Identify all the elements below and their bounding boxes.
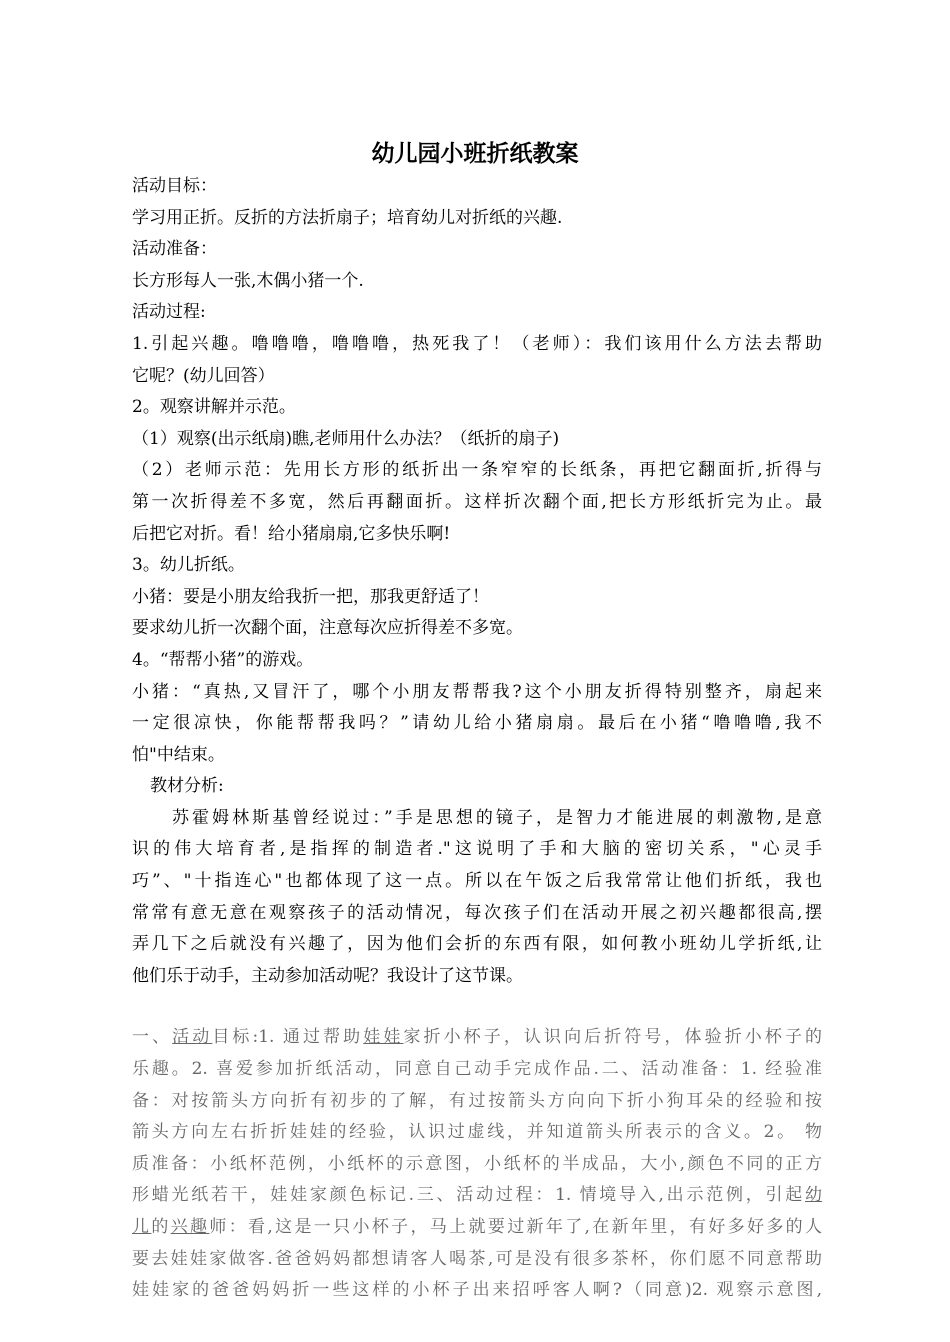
text-fragment: 一、 bbox=[132, 1027, 173, 1048]
link-activity[interactable]: 活动 bbox=[172, 1027, 213, 1048]
text-line: 怕"中结束。 bbox=[132, 744, 225, 765]
text-line: 质准备：小纸杯范例，小纸杯的示意图，小纸杯的半成品，大小,颜色不同的正方 bbox=[132, 1153, 822, 1174]
text-fragment: 形蜡光纸若干，娃娃家颜色标记.三、活动过程：1. 情境导入,出示范例，引起 bbox=[132, 1185, 805, 1206]
paragraph-goal: 学习用正折。反折的方法折扇子；培育幼儿对折纸的兴趣. bbox=[132, 207, 563, 228]
text-line: 要求幼儿折一次翻个面，注意每次应折得差不多宽。 bbox=[132, 618, 523, 639]
text-line: 巧”、"十指连心"也都体现了这一点。所以在午饭之后我常常让他们折纸，我也 bbox=[132, 871, 822, 892]
text-line bbox=[132, 1212, 822, 1244]
document-body bbox=[132, 171, 822, 1307]
text-line: 3。幼儿折纸。 bbox=[132, 555, 245, 576]
text-line: 常常有意无意在观察孩子的活动情况，每次孩子们在活动开展之初兴趣都很高,摆 bbox=[132, 902, 822, 923]
heading-process: 活动过程: bbox=[132, 302, 206, 323]
paragraph-gap bbox=[132, 992, 822, 1022]
text-line: 它呢？(幼儿回答） bbox=[132, 365, 275, 386]
text-line: 后把它对折。看！给小猪扇扇,它多快乐啊! bbox=[132, 523, 451, 544]
text-line: 4。“帮帮小猪”的游戏。 bbox=[132, 649, 314, 670]
gray-section bbox=[132, 1022, 822, 1306]
paragraph-prep: 长方形每人一张,木偶小猪一个. bbox=[132, 270, 364, 291]
link-child[interactable]: 幼 bbox=[805, 1185, 822, 1206]
text-line: 苏霍姆林斯基曾经说过：”手是思想的镜子，是智力才能进展的刺激物,是意 bbox=[172, 807, 822, 828]
text-line: 要去娃娃家做客.爸爸妈妈都想请客人喝茶,可是没有很多茶杯，你们愿不同意帮助 bbox=[132, 1248, 822, 1269]
text-fragment: 家折小杯子，认识向后折符号，体验折小杯子的 bbox=[403, 1027, 823, 1048]
text-line bbox=[132, 1022, 822, 1054]
heading-analysis: 教材分析: bbox=[150, 776, 224, 797]
text-fragment: 的 bbox=[151, 1217, 171, 1237]
text-line: （2）老师示范：先用长方形的纸折出一条窄窄的长纸条，再把它翻面折,折得与 bbox=[132, 460, 822, 481]
link-doll[interactable]: 娃娃 bbox=[363, 1027, 404, 1048]
text-line: 2。观察讲解并示范。 bbox=[132, 397, 296, 418]
link-child[interactable]: 儿 bbox=[132, 1217, 152, 1237]
text-line: 第一次折得差不多宽，然后再翻面折。这样折次翻个面,把长方形纸折完为止。最 bbox=[132, 491, 822, 512]
text-line: 他们乐于动手，主动参加活动呢？我设计了这节课。 bbox=[132, 965, 523, 986]
text-fragment: 目标:1. 通过帮助 bbox=[212, 1027, 364, 1048]
text-line: 小猪：“真热,又冒汗了，哪个小朋友帮帮我?这个小朋友折得特别整齐，扇起来 bbox=[132, 681, 822, 702]
text-line: （1）观察(出示纸扇)瞧,老师用什么办法？（纸折的扇子) bbox=[132, 428, 560, 449]
heading-goal: 活动目标： bbox=[132, 176, 217, 196]
heading-prep: 活动准备： bbox=[132, 239, 217, 260]
link-interest[interactable]: 兴趣 bbox=[170, 1217, 210, 1237]
text-line: 备：对按箭头方向折有初步的了解，有过按箭头方向向下折小狗耳朵的经验和按 bbox=[132, 1090, 822, 1111]
text-line: 箭头方向左右折折娃娃的经验，认识过虚线，并知道箭头所表示的含义。2。 物 bbox=[132, 1122, 822, 1143]
text-line: 识的伟大培育者,是指挥的制造者."这说明了手和大脑的密切关系，"心灵手 bbox=[132, 839, 822, 860]
text-line: 小猪：要是小朋友给我折一把，那我更舒适了！ bbox=[132, 586, 489, 607]
text-line: 弄几下之后就没有兴趣了，因为他们会折的东西有限，如何教小班幼儿学折纸,让 bbox=[132, 934, 822, 955]
text-line: 1.引起兴趣。噜噜噜，噜噜噜，热死我了！（老师）：我们该用什么方法去帮助 bbox=[132, 333, 822, 354]
text-line: 乐趣。2. 喜爱参加折纸活动，同意自己动手完成作品.二、活动准备：1. 经验准 bbox=[132, 1059, 822, 1080]
text-line bbox=[132, 1180, 822, 1212]
document-title: 幼儿园小班折纸教案 bbox=[371, 140, 579, 167]
text-line: 一定很凉快，你能帮帮我吗？”请幼儿给小猪扇扇。最后在小猪“噜噜噜,我不 bbox=[132, 713, 822, 734]
text-fragment: 师：看,这是一只小杯子，马上就要过新年了,在新年里，有好多好多的人 bbox=[209, 1217, 823, 1237]
text-line: 娃娃家的爸爸妈妈折一些这样的小杯子出来招呼客人啊?（同意)2. 观察示意图, bbox=[132, 1280, 822, 1301]
